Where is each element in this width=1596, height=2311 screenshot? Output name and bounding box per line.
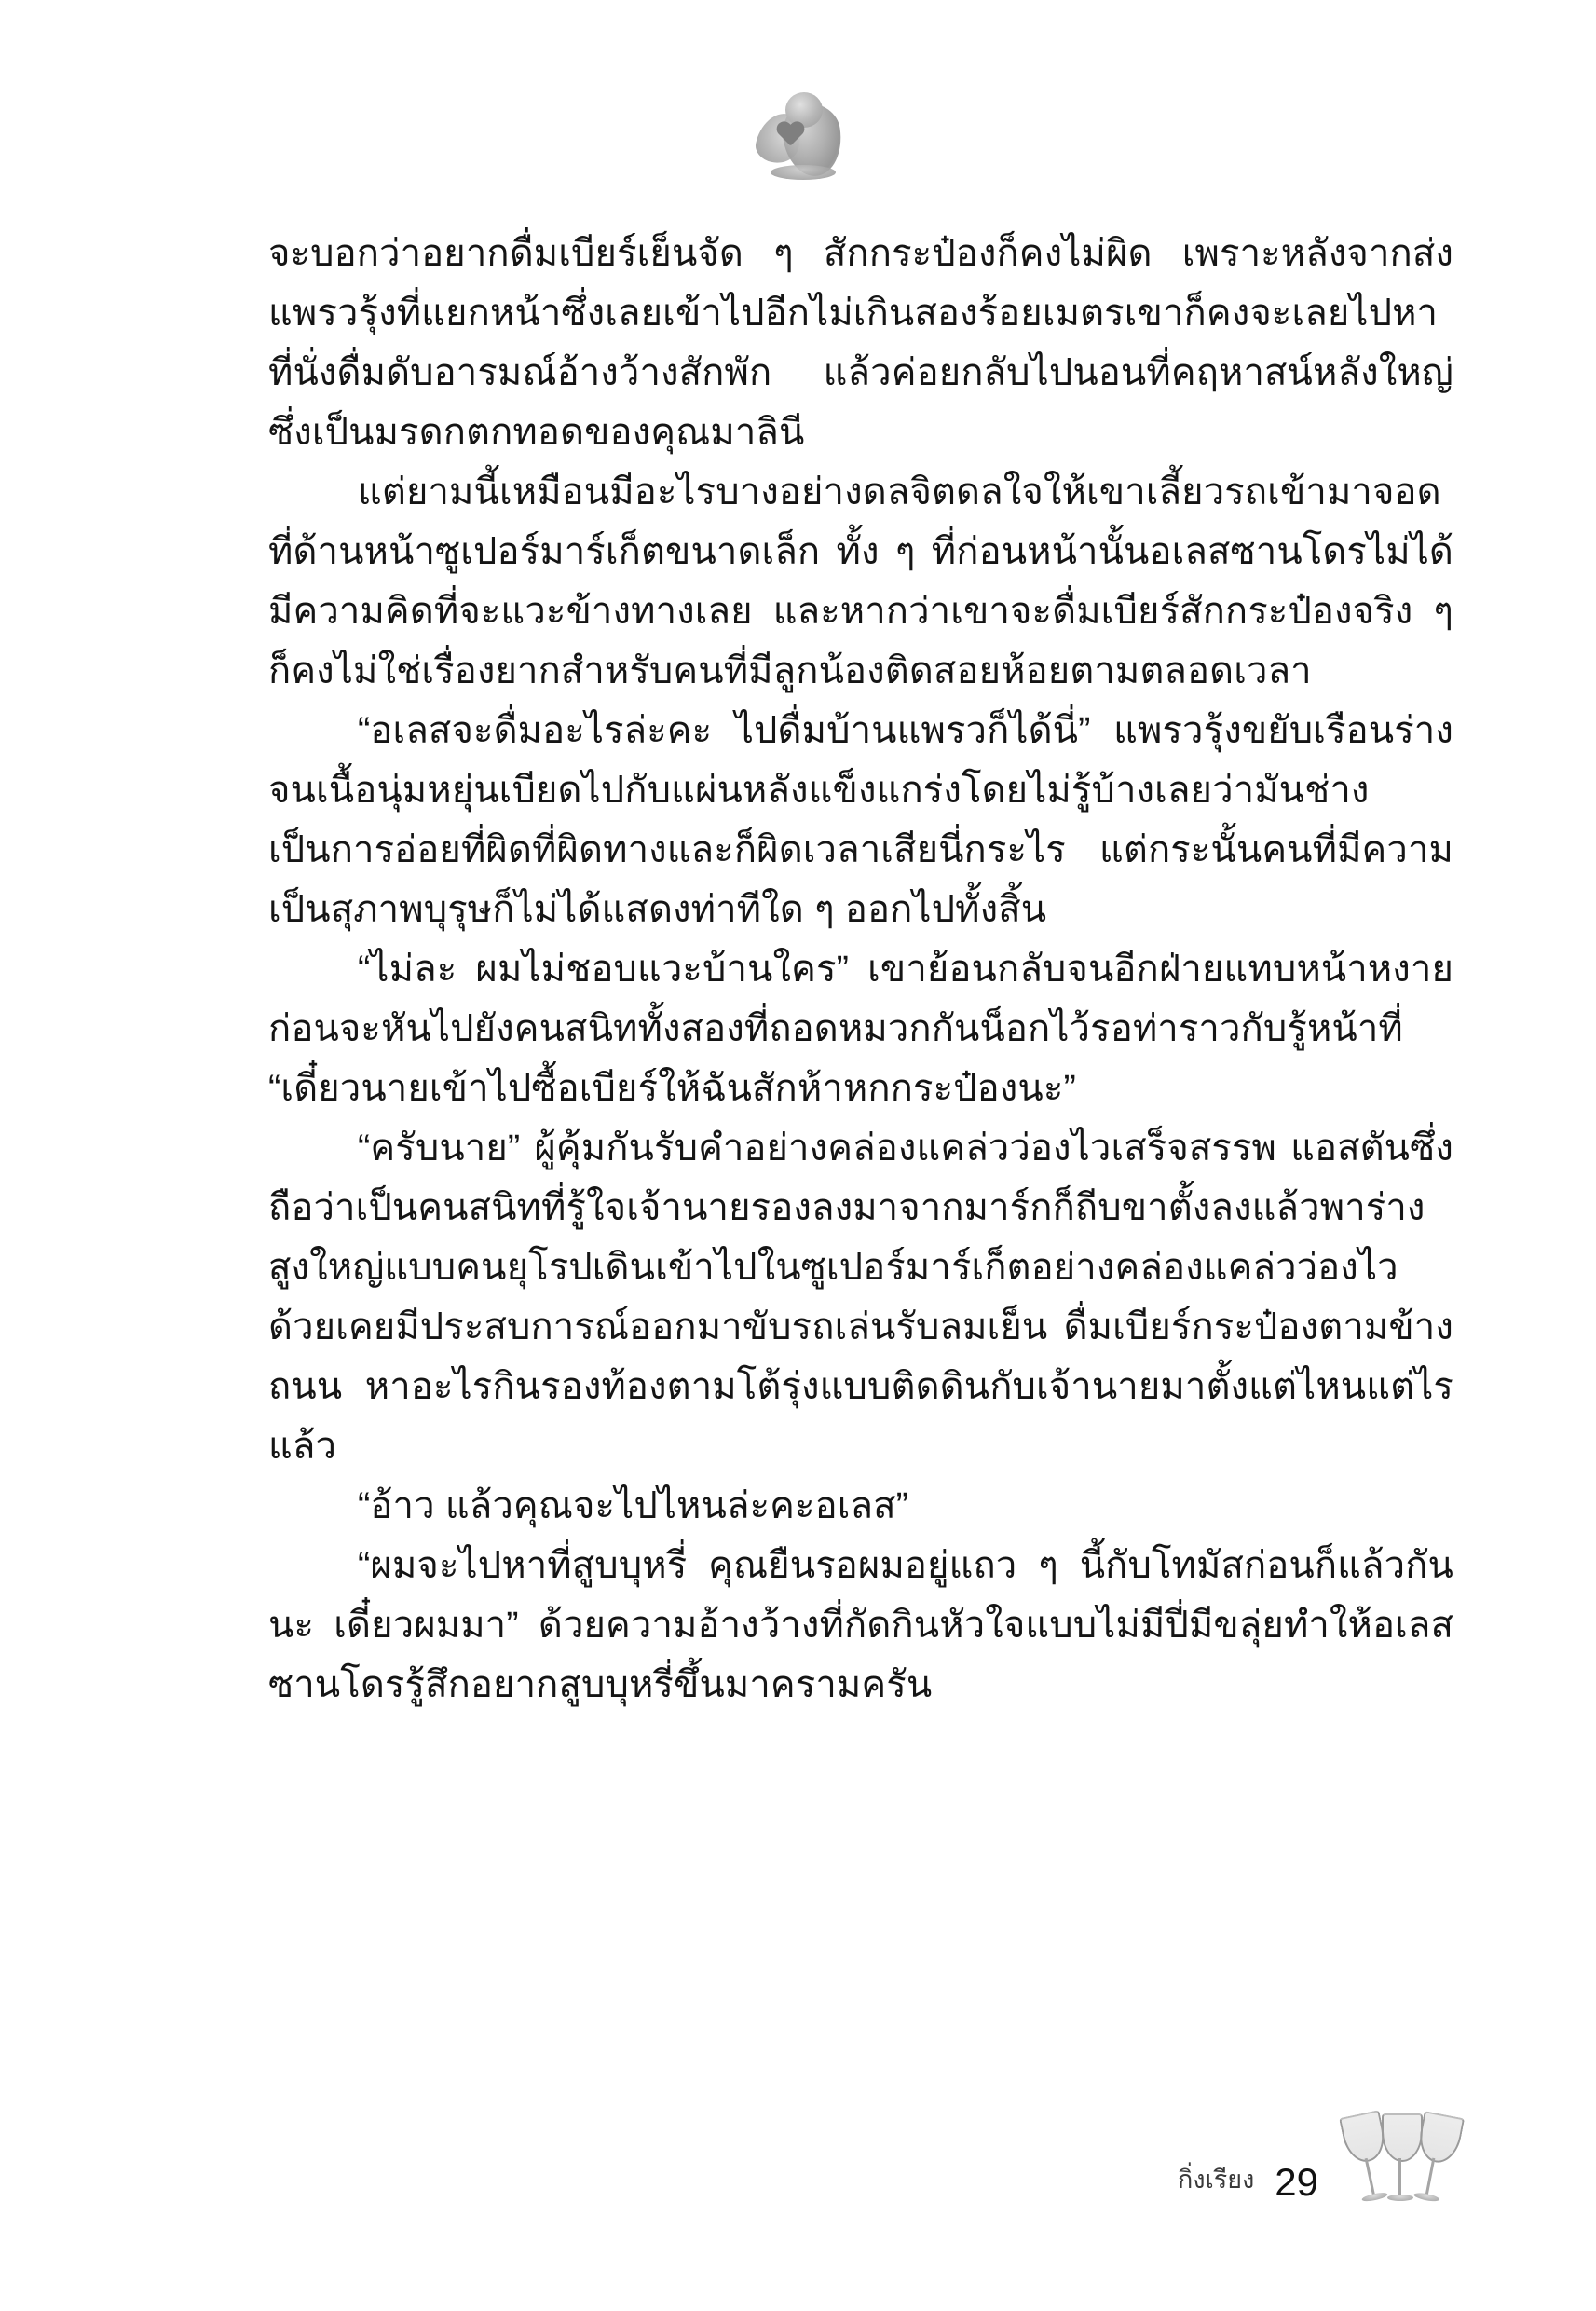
- heart-icon: [776, 122, 804, 148]
- paragraph: จะบอกว่าอยากดื่มเบียร์เย็นจัด ๆ สักกระป๋องก็คงไม่ผิด เพราะหลังจากส่งแพรวรุ้งที่แยกหน้าซึ่งเลยเข้าไปอีกไม่เกินสองร้อยเมตรเขาก็คงจะเลยไปหาที่นั่งดื่มดับอารมณ์อ้างว้างสักพัก แล้วค่อยกลับไปนอนที่คฤหาสน์หลังใหญ่ซึ่งเป็นมรดกตกทอดของคุณมาลินี: [268, 233, 1453, 453]
- wine-glasses-icon: [1346, 2099, 1456, 2207]
- top-ornament: [0, 89, 1596, 191]
- cherub-with-heart-icon: [743, 89, 854, 186]
- paragraph: “ไม่ละ ผมไม่ชอบแวะบ้านใคร” เขาย้อนกลับจนอีกฝ่ายแทบหน้าหงาย ก่อนจะหันไปยังคนสนิททั้งสองที่ถอดหมวกกันน็อกไว้รอท่าราวกับรู้หน้าที่ “เดี๋ยวนายเข้าไปซื้อเบียร์ให้ฉันสักห้าหกกระป๋องนะ”: [268, 949, 1453, 1109]
- page-number: 29: [1275, 2160, 1318, 2204]
- page-footer: [1178, 2099, 1456, 2207]
- book-title: กิ่งเรียง: [1178, 2166, 1255, 2194]
- paragraph: “ผมจะไปหาที่สูบบุหรี่ คุณยืนรอผมอยู่แถว ๆ นี้กับโทมัสก่อนก็แล้วกันนะ เดี๋ยวผมมา” ด้วยความอ้างว้างที่กัดกินหัวใจแบบไม่มีปี่มีขลุ่ยทำให้อเลสซานโดรรู้สึกอยากสูบบุหรี่ขึ้นมาครามครัน: [268, 1545, 1453, 1705]
- page-body-text: [268, 224, 1453, 1715]
- paragraph: “อ้าว แล้วคุณจะไปไหนล่ะคะอเลส”: [358, 1485, 909, 1526]
- paragraph: “อเลสจะดื่มอะไรล่ะคะ ไปดื่มบ้านแพรวก็ได้นี่” แพรวรุ้งขยับเรือนร่างจนเนื้อนุ่มหยุ่นเบียดไปกับแผ่นหลังแข็งแกร่งโดยไม่รู้บ้างเลยว่ามันช่างเป็นการอ่อยที่ผิดที่ผิดทางและก็ผิดเวลาเสียนี่กระไร แต่กระนั้นคนที่มีความเป็นสุภาพบุรุษก็ไม่ได้แสดงท่าทีใด ๆ ออกไปทั้งสิ้น: [268, 710, 1453, 930]
- paragraph: แต่ยามนี้เหมือนมีอะไรบางอย่างดลจิตดลใจให้เขาเลี้ยวรถเข้ามาจอดที่ด้านหน้าซูเปอร์มาร์เก็ตขนาดเล็ก ทั้ง ๆ ที่ก่อนหน้านั้นอเลสซานโดรไม่ได้มีความคิดที่จะแวะข้างทางเลย และหากว่าเขาจะดื่มเบียร์สักกระป๋องจริง ๆ ก็คงไม่ใช่เรื่องยากสำหรับคนที่มีลูกน้องติดสอยห้อยตามตลอดเวลา: [268, 472, 1453, 691]
- paragraph: “ครับนาย” ผู้คุ้มกันรับคำอย่างคล่องแคล่วว่องไวเสร็จสรรพ แอสตันซึ่งถือว่าเป็นคนสนิทที่รู้ใจเจ้านายรองลงมาจากมาร์กก็ถีบขาตั้งลงแล้วพาร่างสูงใหญ่แบบคนยุโรปเดินเข้าไปในซูเปอร์มาร์เก็ตอย่างคล่องแคล่วว่องไว ด้วยเคยมีประสบการณ์ออกมาขับรถเล่นรับลมเย็น ดื่มเบียร์กระป๋องตามข้างถนน หาอะไรกินรองท้องตามโต้รุ่งแบบติดดินกับเจ้านายมาตั้งแต่ไหนแต่ไรแล้ว: [268, 1128, 1453, 1467]
- cherub-base: [771, 165, 836, 180]
